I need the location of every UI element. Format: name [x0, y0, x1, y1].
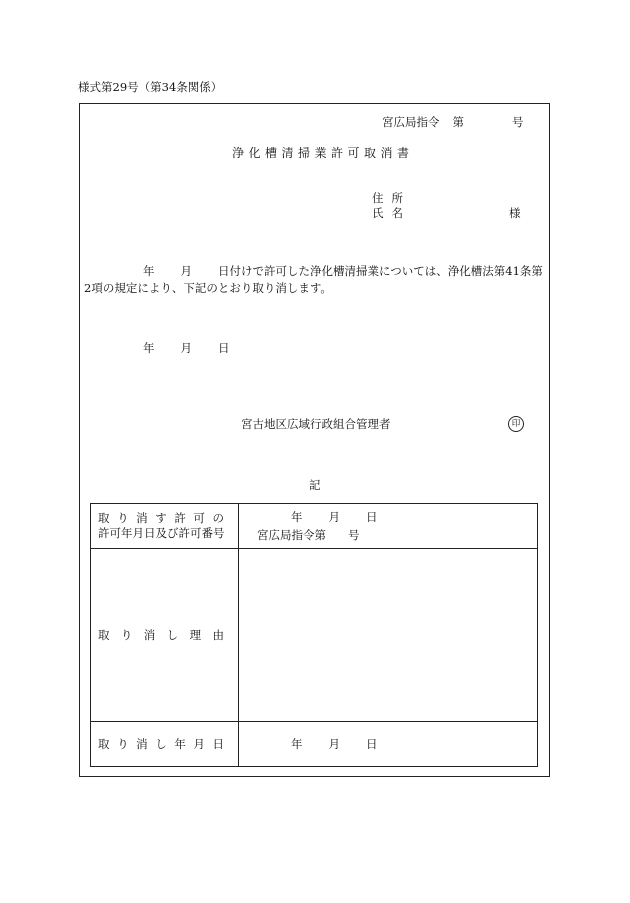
- permit-number-go: 号: [348, 527, 360, 542]
- permit-date-hi: 日: [366, 509, 378, 524]
- body-tsuki: 月: [180, 264, 192, 278]
- name-label: 氏名: [372, 206, 411, 220]
- label-char: し: [166, 628, 179, 642]
- label-char: 年: [174, 737, 186, 751]
- body-line1-text: 日付けで許可した浄化槽清掃業については、浄化槽法第41条第: [218, 264, 543, 278]
- permit-date-nen: 年: [291, 509, 303, 524]
- permit-number: [239, 528, 537, 543]
- label-char: 取: [98, 628, 110, 642]
- issue-date-nen: 年: [143, 341, 155, 355]
- label-char: 月: [193, 737, 205, 751]
- row1-label-cell: [91, 504, 239, 549]
- label-char: 消: [136, 737, 148, 751]
- reference-number-line: [382, 117, 524, 129]
- label-char: 由: [212, 628, 224, 642]
- form-number-label: 様式第29号（第34条関係）: [78, 80, 223, 94]
- revocation-date-value: [239, 722, 538, 767]
- row2-label-cell: [91, 549, 239, 722]
- label-char: り: [120, 628, 133, 642]
- revocation-details-table: [90, 503, 538, 767]
- label-char: す: [155, 511, 167, 525]
- row1-label-line-b: 許可年月日及び許可番号: [98, 526, 225, 540]
- reference-prefix: 宮広局指令: [382, 115, 440, 129]
- issue-date-tsuki: 月: [180, 341, 192, 355]
- seal-mark: 印: [508, 416, 524, 432]
- revocation-date-hi: 日: [366, 737, 378, 751]
- permit-date: [239, 510, 537, 525]
- honorific-sama: 様: [509, 206, 521, 220]
- label-char: 理: [189, 628, 202, 642]
- document-title: 浄化槽清掃業許可取消書: [232, 146, 414, 160]
- table-row: [91, 722, 538, 767]
- row1-value-cell: [239, 504, 538, 549]
- ki-heading: 記: [309, 478, 321, 492]
- address-label: 住所: [372, 191, 411, 205]
- revocation-date: [239, 736, 537, 752]
- label-char: り: [117, 737, 129, 751]
- revocation-reason-label: [98, 627, 224, 643]
- label-char: り: [117, 511, 129, 525]
- permit-number-prefix: 宮広局指令第: [257, 527, 326, 542]
- revocation-date-label: [98, 736, 224, 752]
- row1-label-line-a: [98, 511, 224, 526]
- body-text-line-1: [143, 266, 543, 278]
- table-row: [91, 504, 538, 549]
- label-char: 消: [143, 628, 156, 642]
- body-text-line-2: 2項の規定により、下記のとおり取り消します。: [84, 281, 332, 295]
- body-nen: 年: [143, 264, 155, 278]
- issue-date-hi: 日: [218, 341, 230, 355]
- revocation-date-nen: 年: [291, 737, 303, 751]
- reference-dai: 第: [452, 115, 464, 129]
- reference-go: 号: [512, 115, 524, 129]
- issue-date: [143, 343, 230, 355]
- label-char: 消: [136, 511, 148, 525]
- label-char: 日: [212, 737, 224, 751]
- issuer-name: 宮古地区広域行政組合管理者: [241, 417, 391, 431]
- label-char: 可: [193, 511, 205, 525]
- label-char: し: [155, 737, 167, 751]
- row3-label-cell: [91, 722, 239, 767]
- label-char: 許: [174, 511, 186, 525]
- permit-date-tsuki: 月: [328, 509, 340, 524]
- label-char: 取: [98, 511, 110, 525]
- revocation-reason-value: [239, 549, 538, 722]
- table-row: [91, 549, 538, 722]
- label-char: の: [212, 511, 224, 525]
- label-char: 取: [98, 737, 110, 751]
- revocation-date-tsuki: 月: [328, 737, 340, 751]
